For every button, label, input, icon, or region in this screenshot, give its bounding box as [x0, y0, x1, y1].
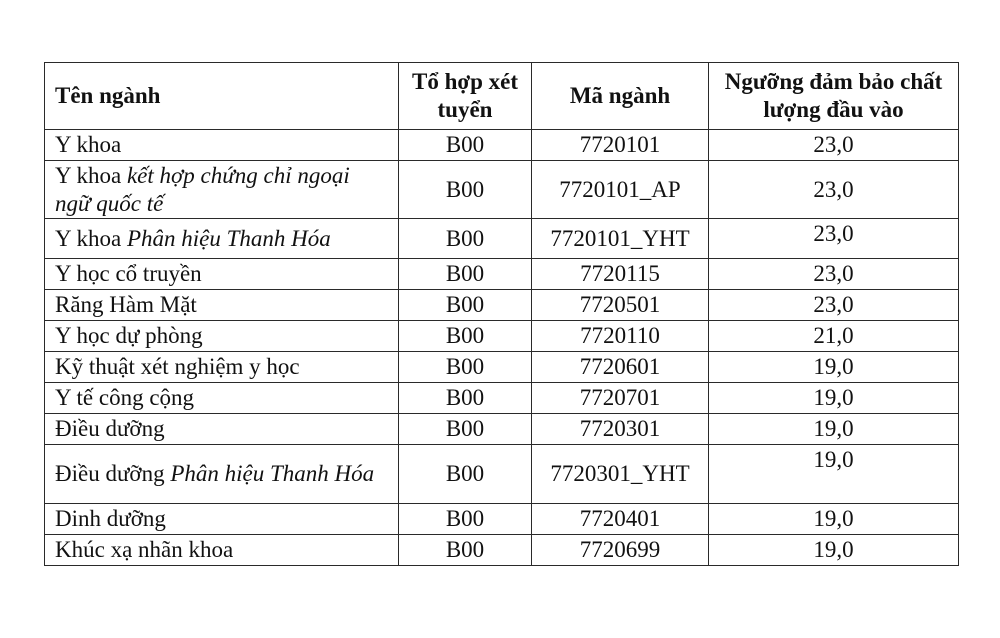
major-name: Y khoa: [55, 132, 122, 157]
header-combination: Tổ hợp xét tuyển: [399, 63, 532, 130]
major-name-cell: [45, 290, 399, 321]
major-name: Điều dưỡng: [55, 416, 165, 441]
table-row: [45, 445, 959, 504]
combination-cell: B00: [399, 161, 532, 219]
header-major-name: Tên ngành: [45, 63, 399, 130]
major-code-cell: 7720101_AP: [532, 161, 709, 219]
threshold-cell: 19,0: [709, 352, 959, 383]
combination-cell: B00: [399, 321, 532, 352]
table-row: [45, 535, 959, 566]
major-code-cell: 7720699: [532, 535, 709, 566]
major-code-cell: 7720301: [532, 414, 709, 445]
major-name-cell: [45, 259, 399, 290]
threshold-cell: 19,0: [709, 383, 959, 414]
major-code-cell: 7720101_YHT: [532, 219, 709, 259]
header-threshold: Ngưỡng đảm bảo chất lượng đầu vào: [709, 63, 959, 130]
table-row: [45, 161, 959, 219]
table-row: [45, 321, 959, 352]
combination-cell: B00: [399, 414, 532, 445]
major-name: Điều dưỡng: [55, 461, 171, 486]
major-code-cell: 7720701: [532, 383, 709, 414]
table-row: [45, 259, 959, 290]
threshold-cell: 21,0: [709, 321, 959, 352]
major-name-cell: [45, 321, 399, 352]
table-row: [45, 352, 959, 383]
major-code-cell: 7720601: [532, 352, 709, 383]
major-name-cell: [45, 352, 399, 383]
combination-cell: B00: [399, 352, 532, 383]
major-name: Khúc xạ nhãn khoa: [55, 537, 234, 562]
threshold-cell: 23,0: [709, 259, 959, 290]
threshold-cell: 23,0: [709, 290, 959, 321]
header-major-code: Mã ngành: [532, 63, 709, 130]
major-name: Kỹ thuật xét nghiệm y học: [55, 354, 300, 379]
major-note: kết hợp chứng chỉ ngoại ngữ quốc tế: [55, 162, 350, 216]
major-name-cell: [45, 414, 399, 445]
major-name: Y tế công cộng: [55, 385, 195, 410]
major-code-cell: 7720301_YHT: [532, 445, 709, 504]
admission-threshold-table: [44, 62, 959, 566]
table-row: [45, 383, 959, 414]
major-code-cell: 7720110: [532, 321, 709, 352]
threshold-cell: 23,0: [709, 161, 959, 219]
major-code-cell: 7720115: [532, 259, 709, 290]
major-name: Y học cổ truyền: [55, 261, 202, 286]
major-note: Phân hiệu Thanh Hóa: [126, 225, 331, 251]
threshold-cell: 19,0: [709, 414, 959, 445]
major-code-cell: 7720501: [532, 290, 709, 321]
table-row: [45, 219, 959, 259]
major-name: Y học dự phòng: [55, 323, 203, 348]
major-name-cell: [45, 219, 399, 259]
major-code-cell: 7720401: [532, 504, 709, 535]
major-name-cell: [45, 161, 399, 219]
major-name: Y khoa: [55, 225, 127, 251]
combination-cell: B00: [399, 535, 532, 566]
combination-cell: B00: [399, 130, 532, 161]
table-row: [45, 414, 959, 445]
major-name-cell: [45, 535, 399, 566]
threshold-cell: 23,0: [709, 130, 959, 161]
threshold-cell: 19,0: [709, 504, 959, 535]
table-row: [45, 130, 959, 161]
admission-threshold-table-container: [44, 62, 959, 566]
table-row: [45, 290, 959, 321]
threshold-cell: 23,0: [709, 219, 959, 259]
major-name-cell: [45, 504, 399, 535]
major-name-cell: [45, 130, 399, 161]
major-code-cell: 7720101: [532, 130, 709, 161]
threshold-cell: 19,0: [709, 445, 959, 504]
table-header-row: [45, 63, 959, 130]
major-name: Dinh dưỡng: [55, 506, 166, 531]
major-name-cell: [45, 445, 399, 504]
major-name: Răng Hàm Mặt: [55, 292, 197, 317]
threshold-cell: 19,0: [709, 535, 959, 566]
table-row: [45, 504, 959, 535]
combination-cell: B00: [399, 383, 532, 414]
major-name-cell: [45, 383, 399, 414]
major-name: Y khoa: [55, 162, 127, 188]
combination-cell: B00: [399, 219, 532, 259]
combination-cell: B00: [399, 259, 532, 290]
combination-cell: B00: [399, 504, 532, 535]
combination-cell: B00: [399, 445, 532, 504]
combination-cell: B00: [399, 290, 532, 321]
major-note: Phân hiệu Thanh Hóa: [170, 461, 375, 486]
